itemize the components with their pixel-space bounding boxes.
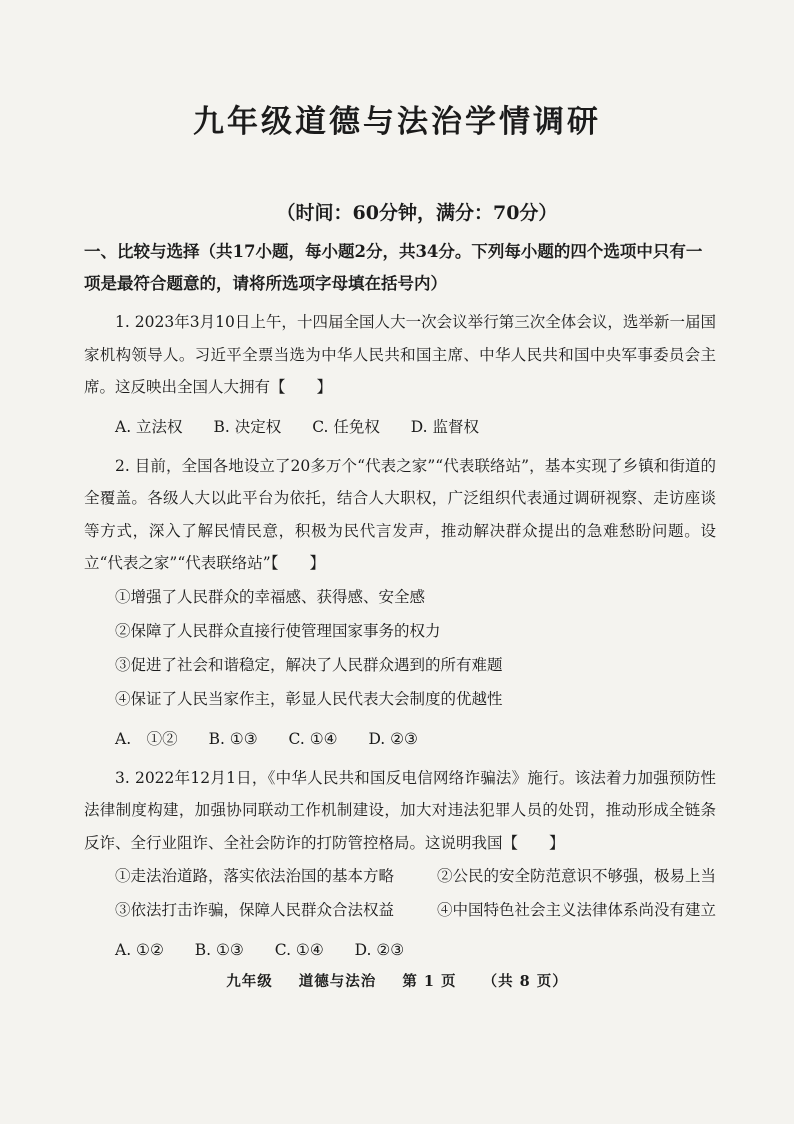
page-footer	[0, 970, 794, 991]
statement-row	[84, 859, 716, 893]
question-stem: 1. 2023年3月10日上午，十四届全国人大一次会议举行第三次全体会议，选举新一届国家机构领导人。习近平全票当选为中华人民共和国主席、中华人民共和国中央军事委员会主席。这反映出全国人大拥有【 】	[84, 313, 716, 396]
statement-2: ②保障了人民群众直接行使管理国家事务的权力	[115, 621, 441, 640]
question-stem: 2. 目前，全国各地设立了20多万个“代表之家”“代表联络站”，基本实现了乡镇和街道的全覆盖。各级人大以此平台为依托，结合人大职权，广泛组织代表通过调研视察、走访座谈等方式，深入了解民情民意，积极为民代言发声，推动解决群众提出的急难愁盼问题。设立“代表之家”“代表联络站”【 】	[84, 456, 716, 572]
exam-info: （时间：60分钟，满分：70分）	[276, 202, 558, 224]
footer-total-pages: （共 8 页）	[482, 973, 568, 990]
option-c: C. ①④	[288, 729, 338, 748]
option-d: D. ②③	[368, 729, 418, 748]
option-d: D. ②③	[354, 941, 405, 959]
statement-2: ②公民的安全防范意识不够强，极易上当	[436, 867, 716, 885]
option-b: B. ①③	[208, 729, 258, 748]
exam-content	[84, 236, 716, 967]
statement-4: ④中国特色社会主义法律体系尚没有建立	[436, 901, 716, 919]
option-a: A. ①②	[115, 941, 164, 959]
section-heading: 一、比较与选择（共17小题，每小题2分，共34分。下列每小题的四个选项中只有一项是最符合题意的，请将所选项字母填在括号内）	[84, 242, 703, 293]
footer-page-number: 第 1 页	[402, 973, 457, 990]
answer-options	[84, 410, 716, 444]
statement-3: ③依法打击诈骗，保障人民群众合法权益	[115, 901, 395, 919]
option-c: C. 任免权	[312, 417, 380, 436]
option-d: D. 监督权	[410, 417, 480, 436]
statement-1: ①增强了人民群众的幸福感、获得感、安全感	[115, 587, 426, 606]
footer-grade: 九年级	[226, 973, 273, 990]
statement-3: ③促进了社会和谐稳定，解决了人民群众遇到的所有难题	[115, 655, 503, 674]
statement-row	[84, 893, 716, 927]
option-c: C. ①④	[274, 941, 324, 959]
option-a: A. 立法权	[115, 417, 183, 436]
statement-1: ①走法治道路，落实依法治国的基本方略	[115, 867, 395, 885]
answer-options	[84, 722, 716, 756]
question-3	[84, 762, 716, 968]
question-stem: 3. 2022年12月1日，《中华人民共和国反电信网络诈骗法》施行。该法着力加强预防性法律制度构建，加强协同联动工作机制建设，加大对违法犯罪人员的处罚，推动形成全链条反诈、全行业阻诈、全社会防诈的打防管控格局。这说明我国【 】	[84, 768, 716, 852]
option-b: B. 决定权	[213, 417, 282, 436]
question-2	[84, 450, 716, 756]
option-a: A. ①②	[115, 729, 178, 748]
question-1	[84, 306, 716, 444]
statement-4: ④保证了人民当家作主，彰显人民代表大会制度的优越性	[115, 689, 503, 708]
option-b: B. ①③	[194, 941, 244, 959]
answer-options	[84, 933, 716, 967]
footer-subject: 道德与法治	[298, 973, 377, 990]
page-title: 九年级道德与法治学情调研	[193, 104, 601, 140]
